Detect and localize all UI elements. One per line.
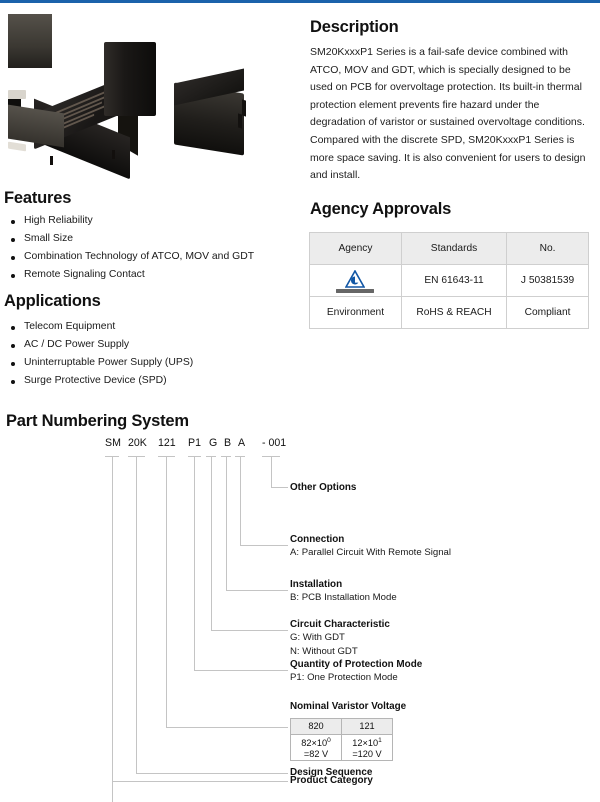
product-module-center-body — [104, 42, 156, 116]
table-row — [310, 265, 589, 297]
voltage-mantissa: 82×10 — [301, 738, 328, 749]
code-installation: B — [224, 437, 232, 449]
part-numbering-diagram — [0, 436, 600, 800]
voltage-mantissa: 12×10 — [352, 738, 379, 749]
leader-horizontal-design-sequence — [136, 773, 288, 774]
varistor-voltage-table — [290, 718, 393, 761]
voltage-exponent: 0 — [327, 737, 331, 744]
code-other-options: - 001 — [262, 437, 287, 449]
leader-horizontal-protection-quantity — [194, 670, 288, 671]
callout-installation — [290, 578, 397, 605]
code-circuit-char: G — [209, 437, 218, 449]
list-item: Uninterruptable Power Supply (UPS) — [4, 354, 193, 372]
cell-voltage-code: 820 — [291, 719, 342, 735]
product-module-center-notch-left — [8, 68, 17, 79]
leader-vertical-protection-quantity — [194, 456, 195, 671]
leader-vertical-circuit-characteristic — [211, 456, 212, 631]
part-numbering-heading: Part Numbering System — [6, 412, 189, 430]
list-item: High Reliability — [4, 212, 254, 230]
cell-standards: EN 61643-11 — [401, 265, 506, 297]
callout-line: A: Parallel Circuit With Remote Signal — [290, 547, 452, 559]
callout-title: Quantity of Protection Mode — [290, 659, 423, 670]
callout-connection — [290, 533, 451, 560]
callout-title: Installation — [290, 579, 343, 590]
leader-horizontal-circuit-characteristic — [211, 630, 288, 631]
leader-horizontal-product-category — [112, 781, 288, 782]
cell-no: Compliant — [507, 297, 589, 329]
applications-list — [4, 318, 193, 390]
table-row — [310, 297, 589, 329]
callout-line: B: PCB Installation Mode — [290, 592, 397, 604]
list-item: Telecom Equipment — [4, 318, 193, 336]
callout-title: Product Category — [290, 775, 373, 786]
cell-agency-logo — [310, 265, 402, 297]
product-module-center-notch-right — [8, 79, 17, 90]
callout-varistor-voltage — [290, 700, 406, 713]
callout-circuit-characteristic — [290, 618, 390, 658]
callout-other-options — [290, 481, 356, 494]
code-protection-qty: P1 — [188, 437, 201, 449]
leader-vertical-installation — [226, 456, 227, 591]
description-body: SM20KxxxP1 Series is a fail-safe device combined with ATCO, MOV and GDT, which is specially designed to be used on PCB for overvoltage protection. Its built-in thermal protection element prevents fire hazard under the degradation of varistor or sustained overvoltage conditions. Compared with the discrete SPD, SM20KxxxP1 Series is more space saving. It is also convenient for users to design and install. — [310, 46, 586, 182]
cell-no: J 50381539 — [507, 265, 589, 297]
leader-vertical-product-category — [112, 456, 113, 802]
code-connection: A — [238, 437, 246, 449]
voltage-equals: =82 V — [303, 748, 329, 759]
callout-line: N: Without GDT — [290, 645, 358, 657]
product-pin — [242, 99, 246, 116]
cell-agency: Environment — [310, 297, 402, 329]
table-header-row — [310, 233, 589, 265]
product-module-center-label — [8, 90, 26, 99]
table-row — [291, 735, 393, 761]
tuv-wordmark — [336, 289, 374, 293]
product-pin — [112, 150, 115, 159]
code-design-sequence: 20K — [128, 437, 147, 449]
cell-voltage-value — [291, 735, 342, 761]
agency-approvals-table — [309, 232, 589, 329]
leader-horizontal-installation — [226, 590, 288, 591]
callout-line: P1: One Protection Mode — [290, 672, 398, 684]
voltage-equals: =120 V — [352, 748, 382, 759]
leader-vertical-connection — [240, 456, 241, 546]
callout-protection-quantity — [290, 658, 422, 685]
product-photo — [8, 14, 296, 186]
leader-vertical-other-options — [271, 456, 272, 488]
table-row — [291, 719, 393, 735]
callout-title: Design Sequence — [290, 767, 373, 778]
leader-horizontal-connection — [240, 545, 288, 546]
description-heading: Description — [310, 18, 399, 36]
leader-horizontal-other-options — [271, 487, 288, 488]
top-accent-rule — [0, 0, 600, 3]
callout-title: Connection — [290, 534, 345, 545]
voltage-exponent: 1 — [378, 737, 382, 744]
product-module-center-face — [8, 14, 52, 68]
triangle-icon — [345, 270, 365, 288]
callout-product-category — [290, 774, 373, 787]
agency-approvals-heading: Agency Approvals — [310, 200, 452, 218]
column-header-agency: Agency — [310, 233, 402, 265]
cell-voltage-value — [342, 735, 393, 761]
list-item: Combination Technology of ATCO, MOV and GDT — [4, 248, 254, 266]
column-header-no: No. — [507, 233, 589, 265]
code-varistor-voltage: 121 — [158, 437, 176, 449]
cell-voltage-code: 121 — [342, 719, 393, 735]
leader-horizontal-varistor-voltage — [166, 727, 288, 728]
product-module-right-notch — [8, 150, 20, 159]
features-heading: Features — [4, 189, 72, 207]
list-item: Surge Protective Device (SPD) — [4, 372, 193, 390]
leader-vertical-varistor-voltage — [166, 456, 167, 728]
callout-title: Circuit Characteristic — [290, 619, 390, 630]
list-item: Remote Signaling Contact — [4, 266, 254, 284]
product-pin — [50, 156, 53, 165]
cell-standards: RoHS & REACH — [401, 297, 506, 329]
features-list — [4, 212, 254, 284]
callout-title: Nominal Varistor Voltage — [290, 701, 407, 712]
tuv-rheinland-logo — [332, 269, 378, 293]
applications-heading: Applications — [4, 292, 101, 310]
code-product-category: SM — [105, 437, 121, 449]
callout-line: G: With GDT — [290, 632, 345, 644]
callout-title: Other Options — [290, 482, 357, 493]
list-item: AC / DC Power Supply — [4, 336, 193, 354]
list-item: Small Size — [4, 230, 254, 248]
product-pin — [238, 113, 242, 128]
column-header-standards: Standards — [401, 233, 506, 265]
leader-vertical-design-sequence — [136, 456, 137, 774]
